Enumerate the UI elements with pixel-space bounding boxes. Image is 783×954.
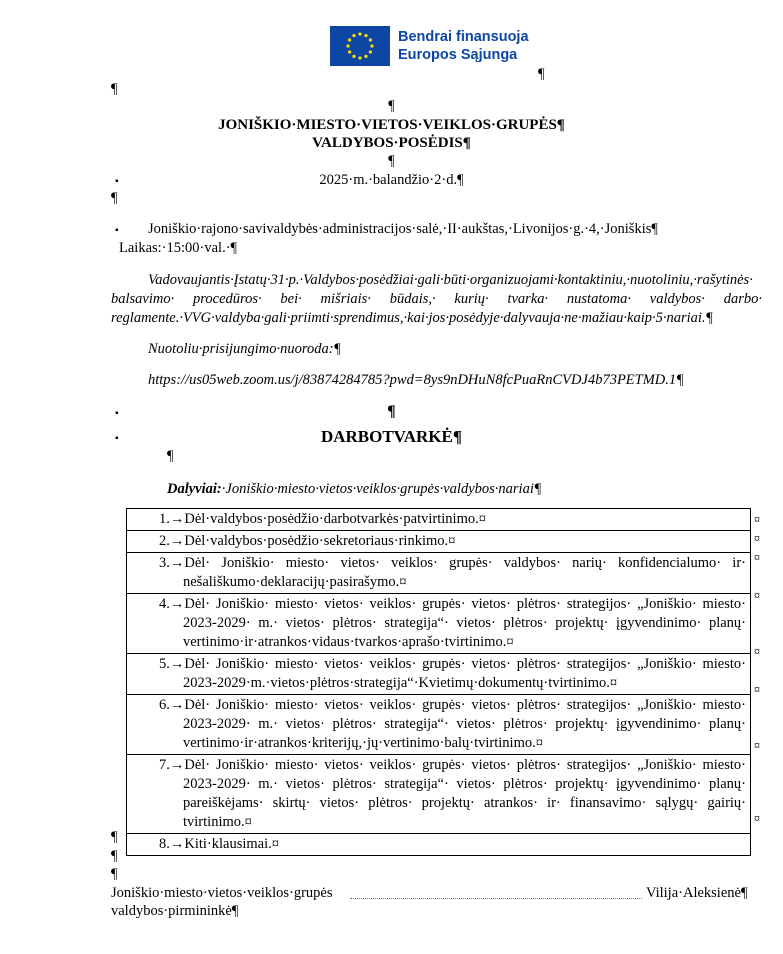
participants-text: ·Joniškio·miesto·vietos·veiklos·grupės·valdybos·nariai¶: [221, 481, 542, 497]
logo-text-line2: Europos Sąjunga: [398, 47, 518, 63]
agenda-item: 4.→Dėl· Joniškio· miesto· vietos· veiklos· grupės· vietos· plėtros· strategijos· „Joniškio· miesto· 2023-2029· m.· vietos· plėtros· strategija“· vietos· plėtros· projektų· įgyvendinimo· planų· vertinimo·ir·atrankos·vidaus·tvarkos·aprašo·tvirtinimo.¤: [159, 596, 746, 650]
bullet-mark: ▪: [115, 225, 119, 236]
cell-end-mark: ¤: [754, 738, 760, 752]
signature-name: Vilija·Aleksienė¶: [646, 885, 748, 901]
intro-paragraph: Vadovaujantis·Įstatų·31·p.·Valdybos·posėdžiai·gali·būti·organizuojami·kontaktiniu,·nuotoliniu,·rašytinės· balsavimo· procedūros· bei· mišriais· būdais,· kurių· tvarka· nustatoma· valdybos· darbo· reglamente.·VVG·valdyba·gali·priimti·sprendimus,·kai·jos·posėdyje·dalyvauja·ne·mažiau·kaip·5·nariai.¶: [111, 272, 762, 326]
cell-end-mark: ¤: [754, 644, 760, 658]
agenda-item: 7.→Dėl· Joniškio· miesto· vietos· veiklos· grupės· vietos· plėtros· strategijos· „Joniškio· miesto· 2023-2029· m.· vietos· plėtros· strategija“· vietos· plėtros· projektų· įgyvendinimo· planų· pareiškėjams· skirtų· vietos· plėtros· projektų· atrankos· ir· finansavimo· sąlygų· gairių· tvirtinimo.¤: [159, 757, 746, 830]
bullet-mark: ▪: [115, 408, 119, 419]
bullet-mark: ▪: [115, 433, 119, 444]
agenda-item: 3.→Dėl· Joniškio· miesto· vietos· veiklos· grupės· valdybos· narių· konfidencialumo· ir· nešališkumo·deklaracijų·pasirašymo.¤: [159, 555, 746, 590]
cell-end-mark: ¤: [754, 682, 760, 696]
eu-cofunding-logo-text: [398, 28, 529, 64]
table-row: [127, 755, 751, 834]
pilcrow-mark: ¶: [111, 829, 118, 845]
signature-org-line2: valdybos·pirmininkė¶: [111, 903, 239, 919]
pilcrow-mark: ¶: [111, 81, 118, 97]
pilcrow-mark: ¶: [388, 153, 395, 169]
cell-end-mark: ¤: [754, 512, 760, 526]
participants-line: [167, 481, 541, 498]
cell-end-mark: ¤: [754, 531, 760, 545]
agenda-item: 1.→Dėl·valdybos·posėdžio·darbotvarkės·patvirtinimo.¤: [159, 511, 486, 527]
eu-flag-icon: [330, 26, 390, 66]
agenda-item: 5.→Dėl· Joniškio· miesto· vietos· veiklos· grupės· vietos· plėtros· strategijos· „Joniškio· miesto· 2023-2029·m.·vietos·plėtros·strategija“·Kvietimų·dokumentų·tvirtinimo.¤: [159, 656, 746, 691]
pilcrow-mark: ¶: [388, 98, 395, 114]
table-row: [127, 695, 751, 755]
cell-end-mark: ¤: [754, 550, 760, 564]
participants-label: Dalyviai:: [167, 481, 222, 497]
logo-text-line1: Bendrai finansuoja: [398, 29, 529, 45]
agenda-table: [126, 508, 751, 856]
pilcrow-mark: ¶: [538, 66, 545, 82]
pilcrow-mark: ¶: [387, 403, 396, 420]
agenda-item: 8.→Kiti·klausimai.¤: [159, 836, 280, 852]
table-row: [127, 594, 751, 654]
signature-dotted-leader: [350, 884, 642, 899]
cell-end-mark: ¤: [754, 811, 760, 825]
agenda-item: 6.→Dėl· Joniškio· miesto· vietos· veiklos· grupės· vietos· plėtros· strategijos· „Joniškio· miesto· 2023-2029· m.· vietos· plėtros· strategija“· vietos· plėtros· projektų· įgyvendinimo· planų· vertinimo·ir·atrankos·kriterijų,·jų·vertinimo·balų·tvirtinimo.¤: [159, 697, 746, 751]
remote-meeting-link[interactable]: https://us05web.zoom.us/j/83874284785?pwd=8ys9nDHuN8fcPuaRnCVDJ4b73PETMD.1¶: [148, 372, 684, 388]
meeting-location: Joniškio·rajono·savivaldybės·administracijos·salė,·II·aukštas,·Livonijos·g.·4,·Joniškis¶: [148, 221, 658, 237]
signature-org-line1: Joniškio·miesto·vietos·veiklos·grupės: [111, 885, 333, 901]
pilcrow-mark: ¶: [111, 190, 118, 206]
agenda-title: DARBOTVARKĖ¶: [320, 427, 463, 446]
remote-link-label: Nuotoliu·prisijungimo·nuoroda:¶: [148, 341, 342, 357]
document-title-line1: JONIŠKIO·MIESTO·VIETOS·VEIKLOS·GRUPĖS¶: [218, 117, 565, 133]
meeting-time: Laikas:·15:00·val.·¶: [119, 240, 238, 256]
table-row: [127, 531, 751, 553]
meeting-date: 2025·m.·balandžio·2·d.¶: [319, 172, 464, 188]
pilcrow-mark: ¶: [111, 866, 118, 882]
table-row: [127, 553, 751, 594]
agenda-item: 2.→Dėl·valdybos·posėdžio·sekretoriaus·rinkimo.¤: [159, 533, 456, 549]
cell-end-mark: ¤: [754, 588, 760, 602]
bullet-mark: ▪: [115, 176, 119, 187]
table-row: [127, 654, 751, 695]
table-row: [127, 509, 751, 531]
pilcrow-mark: ¶: [167, 448, 174, 464]
table-row: [127, 834, 751, 856]
document-title-line2: VALDYBOS·POSĖDIS¶: [312, 135, 471, 151]
pilcrow-mark: ¶: [111, 848, 118, 864]
